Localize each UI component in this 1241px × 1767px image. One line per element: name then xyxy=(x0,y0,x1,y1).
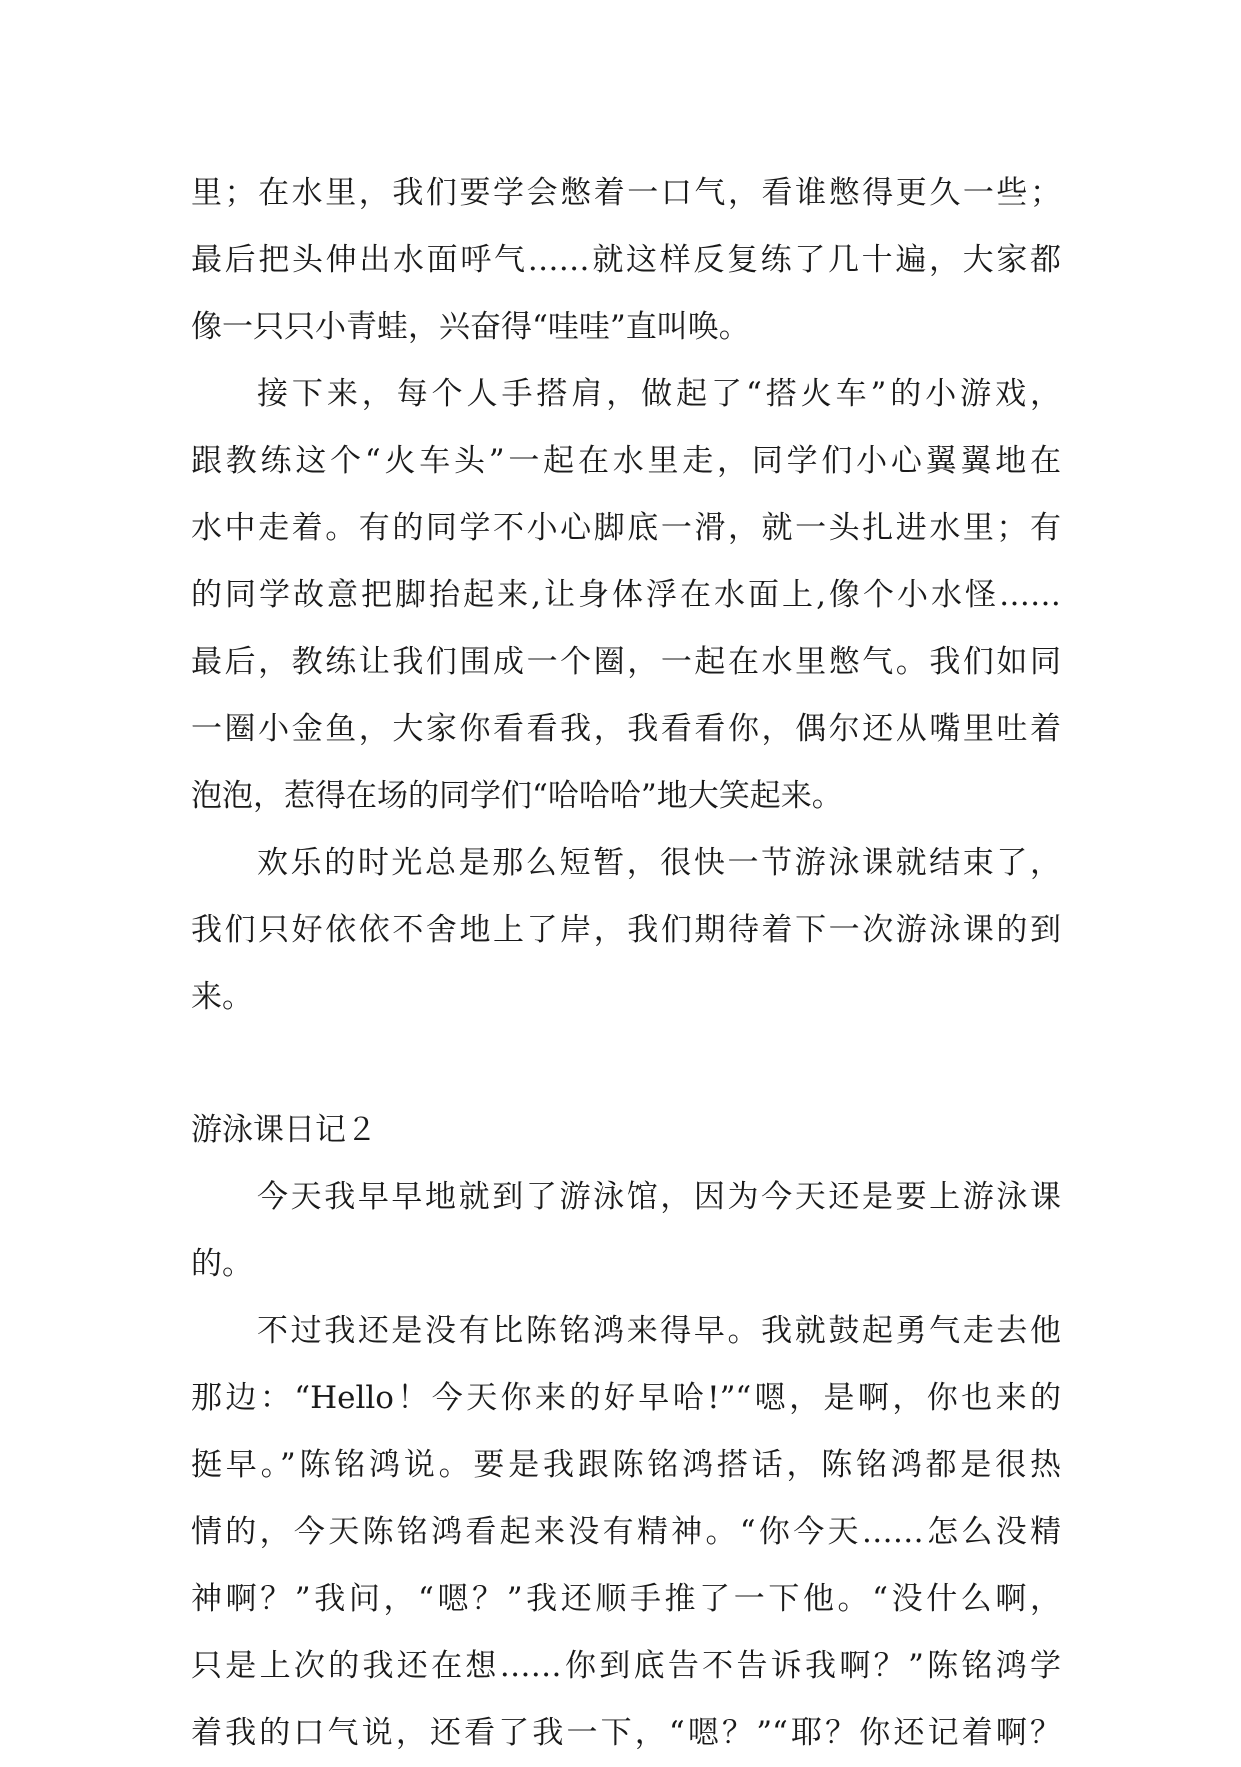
text-line: 最后，教练让我们围成一个圈，一起在水里憋气。我们如同 xyxy=(191,644,1061,680)
text-line: 那边：“Hello！今天你来的好早哈!”“嗯，是啊，你也来的 xyxy=(191,1380,1061,1416)
text-line: 水中走着。有的同学不小心脚底一滑，就一头扎进水里；有 xyxy=(191,510,1061,546)
paragraph-arrival xyxy=(191,1164,1061,1298)
section-heading: 游泳课日记２ xyxy=(191,1112,377,1148)
text-line: 像一只只小青蛙，兴奋得“哇哇”直叫唤。 xyxy=(191,309,750,345)
paragraph-continued xyxy=(191,160,1061,361)
section-gap xyxy=(191,1031,1061,1097)
text-line: 里；在水里，我们要学会憋着一口气，看谁憋得更久一些； xyxy=(191,175,1061,211)
text-line: 泡泡，惹得在场的同学们“哈哈哈”地大笑起来。 xyxy=(191,778,843,814)
text-line: 最后把头伸出水面呼气……就这样反复练了几十遍，大家都 xyxy=(191,242,1061,278)
paragraph-conversation xyxy=(191,1298,1061,1767)
text-line: 我们只好依依不舍地上了岸，我们期待着下一次游泳课的到 xyxy=(191,912,1061,948)
text-line: 接下来，每个人手搭肩，做起了“搭火车”的小游戏， xyxy=(257,376,1061,412)
text-line: 来。 xyxy=(191,979,253,1015)
text-line: 挺早。”陈铭鸿说。要是我跟陈铭鸿搭话，陈铭鸿都是很热 xyxy=(191,1447,1061,1483)
text-line: 跟教练这个“火车头”一起在水里走，同学们小心翼翼地在 xyxy=(191,443,1061,479)
text-line: 着我的口气说，还看了我一下，“嗯？”“耶？你还记着啊？ xyxy=(191,1715,1061,1751)
text-line: 的。 xyxy=(191,1246,253,1282)
text-line: 欢乐的时光总是那么短暂，很快一节游泳课就结束了， xyxy=(257,845,1061,881)
text-line: 今天我早早地就到了游泳馆，因为今天还是要上游泳课 xyxy=(257,1179,1061,1215)
paragraph-ending xyxy=(191,830,1061,1031)
text-line: 的同学故意把脚抬起来,让身体浮在水面上,像个小水怪…… xyxy=(191,577,1061,613)
text-line: 只是上次的我还在想……你到底告不告诉我啊？”陈铭鸿学 xyxy=(191,1648,1061,1684)
text-line: 一圈小金鱼，大家你看看我，我看看你，偶尔还从嘴里吐着 xyxy=(191,711,1061,747)
paragraph-train-game xyxy=(191,361,1061,830)
text-line: 不过我还是没有比陈铭鸿来得早。我就鼓起勇气走去他 xyxy=(257,1313,1061,1349)
document-page xyxy=(191,160,1061,1767)
text-line: 神啊？”我问，“嗯？”我还顺手推了一下他。“没什么啊， xyxy=(191,1581,1061,1617)
text-line: 情的，今天陈铭鸿看起来没有精神。“你今天……怎么没精 xyxy=(191,1514,1061,1550)
